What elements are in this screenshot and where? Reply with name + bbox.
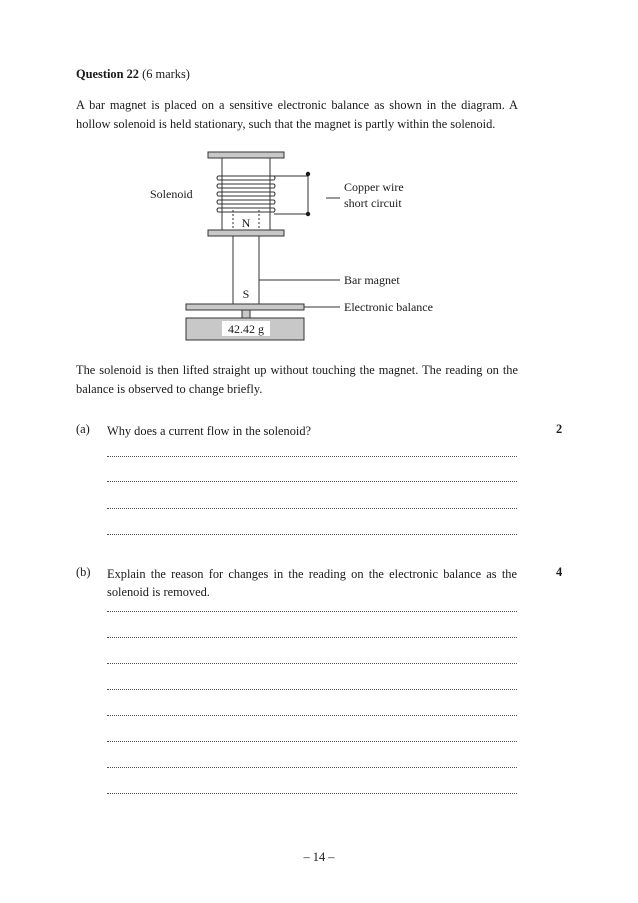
question-after-diagram: The solenoid is then lifted straight up without touching the magnet. The reading on the balance is observed to change briefly. [76, 363, 518, 396]
answer-line[interactable] [107, 792, 517, 794]
question-title: Question 22 [76, 67, 139, 81]
answer-line[interactable] [107, 714, 517, 716]
part-a-label: (a) [76, 422, 90, 436]
question-marks-note: (6 marks) [142, 67, 190, 81]
page-number: – 14 – [303, 850, 335, 864]
part-b-label: (b) [76, 565, 91, 579]
part-b-marks: 4 [556, 565, 563, 579]
part-a-marks: 2 [556, 422, 563, 436]
answer-line[interactable] [107, 533, 517, 535]
answer-line[interactable] [107, 766, 517, 768]
solenoid-top-plate [208, 152, 284, 158]
answer-line[interactable] [107, 610, 517, 612]
solenoid-coil [217, 176, 308, 214]
part-b-text: Explain the reason for changes in the reading on the electronic balance as the solenoid is removed. [107, 567, 517, 599]
answer-line[interactable] [107, 455, 517, 457]
copper-wire-label-2: short circuit [344, 196, 402, 210]
solenoid-diagram [0, 0, 638, 345]
balance-pan [186, 304, 304, 310]
answer-line[interactable] [107, 688, 517, 690]
pole-south-label: S [242, 287, 250, 301]
balance-label: Electronic balance [344, 300, 433, 314]
answer-line[interactable] [107, 662, 517, 664]
wire-joint-bottom [306, 212, 310, 216]
balance-stem [242, 310, 250, 318]
bar-magnet-label: Bar magnet [344, 273, 400, 287]
wire-joint-top [306, 172, 310, 176]
answer-line[interactable] [107, 507, 517, 509]
balance-reading: 42.42 g [228, 322, 264, 336]
answer-line[interactable] [107, 740, 517, 742]
answer-line[interactable] [107, 636, 517, 638]
part-a-text: Why does a current flow in the solenoid? [107, 424, 312, 438]
copper-wire-label-1: Copper wire [344, 180, 404, 194]
answer-line[interactable] [107, 480, 517, 482]
solenoid-bottom-plate [208, 230, 284, 236]
pole-north-label: N [241, 216, 251, 230]
solenoid-label: Solenoid [150, 187, 193, 201]
question-intro: A bar magnet is placed on a sensitive electronic balance as shown in the diagram. A hollow solenoid is held stationary, such that the magnet is partly within the solenoid. [76, 98, 518, 131]
